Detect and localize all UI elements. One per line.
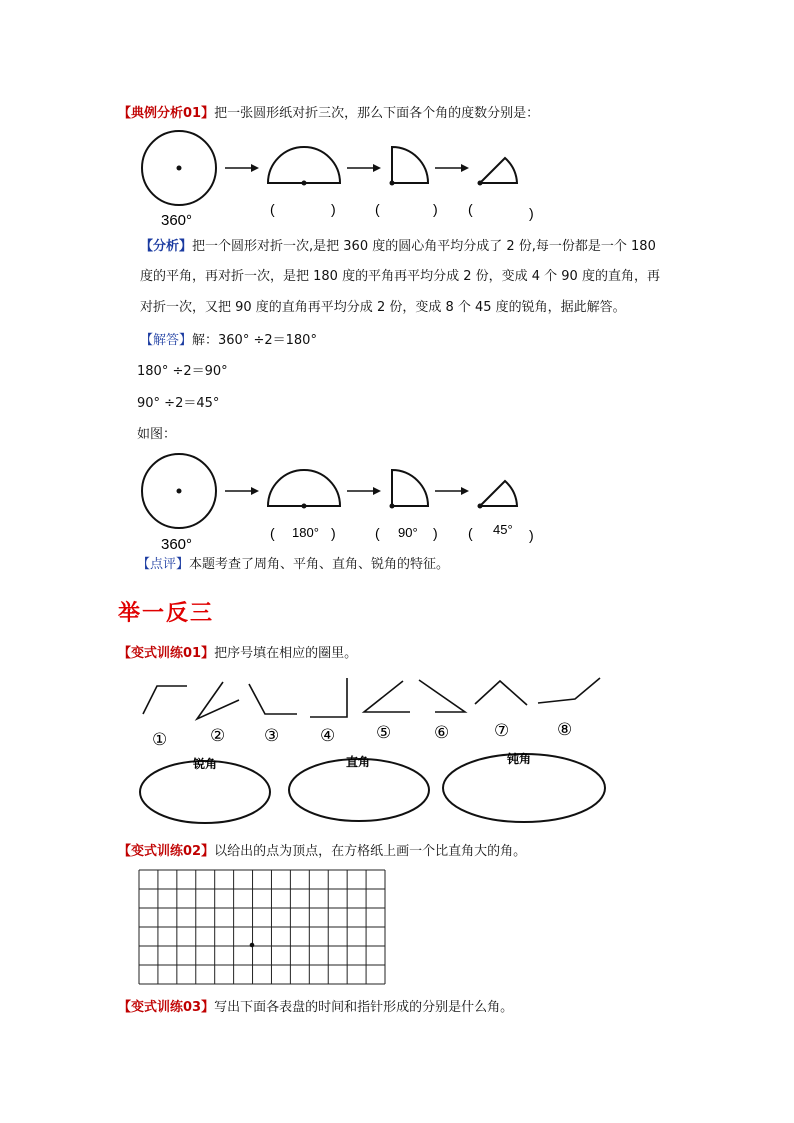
solution-line-2: 180° ÷2＝90° [137, 364, 228, 379]
solution-text-1: 解：360° ÷2＝180° [192, 333, 317, 348]
section-title: 举一反三 [118, 600, 215, 626]
analysis-text-1: 把一个圆形对折一次,是把 360 度的圆心角平均分成了 2 份,每一份都是一个 180 [192, 239, 656, 254]
paren-5-close: ) [433, 525, 438, 541]
eighth-dot-2 [478, 504, 483, 509]
arrow-4-head [251, 487, 259, 495]
number-6: ⑥ [434, 723, 450, 742]
quarter-dot-2 [390, 504, 395, 509]
example-question: 把一张圆形纸对折三次，那么下面各个角的度数分别是： [214, 106, 540, 121]
circle-label: 360° [161, 212, 193, 229]
fold-figure-answered [135, 450, 545, 555]
paren-6-close: ) [529, 527, 534, 543]
train2-text: 以给出的点为顶点，在方格纸上画一个比直角大的角。 [214, 844, 527, 859]
answer-45: 45° [493, 522, 513, 537]
label-obtuse: 钝角 [507, 752, 532, 766]
figure-intro: 如图： [137, 427, 177, 442]
semicircle [268, 147, 340, 183]
analysis-line-1 [140, 238, 656, 256]
label-acute: 锐角 [193, 757, 218, 771]
semicircle-2 [268, 470, 340, 506]
number-4: ④ [320, 726, 336, 745]
quarter-dot [390, 181, 395, 186]
train3-text: 写出下面各表盘的时间和指针形成的分别是什么角。 [214, 1000, 514, 1015]
quarter-circle-2 [392, 470, 428, 506]
label-right: 直角 [346, 755, 371, 769]
example-tag: 【典例分析01】 [118, 106, 215, 121]
number-3: ③ [264, 726, 280, 745]
angle-6 [419, 680, 465, 712]
angle-7 [475, 681, 527, 705]
paren-1-close: ) [331, 201, 336, 217]
train2-heading [118, 843, 526, 861]
angle-4 [310, 678, 347, 717]
paren-1: ( [270, 201, 275, 217]
fold-figure-blank [135, 130, 545, 230]
circle-label-2: 360° [161, 536, 193, 553]
circle-center-dot-2 [177, 489, 182, 494]
paren-4-close: ) [331, 525, 336, 541]
train1-heading [118, 645, 357, 663]
angle-1 [143, 686, 187, 714]
comment-line [137, 556, 449, 574]
train1-tag: 【变式训练01】 [118, 646, 215, 661]
number-1: ① [152, 730, 168, 749]
angles-figure [135, 672, 610, 827]
number-2: ② [210, 726, 226, 745]
solution-line-1 [140, 332, 317, 350]
circle-center-dot [177, 166, 182, 171]
arrow-6-head [461, 487, 469, 495]
train1-text: 把序号填在相应的圈里。 [214, 646, 358, 661]
paren-6: ( [468, 525, 473, 541]
arrow-5-head [373, 487, 381, 495]
paren-3: ( [468, 201, 473, 217]
arrow-1-head [251, 164, 259, 172]
angle-3 [249, 684, 297, 714]
answer-180: 180° [292, 525, 319, 540]
eighth-circle [480, 158, 517, 183]
solution-tag: 【解答】 [140, 333, 193, 348]
angle-2 [197, 682, 239, 719]
quarter-circle [392, 147, 428, 183]
arrow-3-head [461, 164, 469, 172]
analysis-tag: 【分析】 [140, 239, 193, 254]
paren-3-close: ) [529, 205, 534, 221]
semicircle-dot-2 [302, 504, 307, 509]
paren-5: ( [375, 525, 380, 541]
semicircle-dot [302, 181, 307, 186]
comment-text: 本题考查了周角、平角、直角、锐角的特征。 [189, 557, 450, 572]
arrow-2-head [373, 164, 381, 172]
grid-paper[interactable] [138, 869, 386, 985]
number-7: ⑦ [494, 721, 510, 740]
paren-4: ( [270, 525, 275, 541]
angle-8 [538, 678, 600, 703]
analysis-line-3: 对折一次，又把 90 度的直角再平均分成 2 份，变成 8 个 45 度的锐角，据此解答。 [140, 300, 626, 315]
train3-tag: 【变式训练03】 [118, 1000, 215, 1015]
paren-2: ( [375, 201, 380, 217]
solution-line-3: 90° ÷2＝45° [137, 396, 220, 411]
angle-5 [364, 681, 410, 712]
train3-heading [118, 999, 513, 1017]
grid-lines [139, 870, 385, 984]
vertex-dot [250, 943, 255, 948]
eighth-dot [478, 181, 483, 186]
comment-tag: 【点评】 [137, 557, 190, 572]
analysis-line-2: 度的平角，再对折一次，是把 180 度的平角再平均分成 2 份，变成 4 个 90 度的直角，再 [140, 269, 660, 284]
number-8: ⑧ [557, 720, 573, 739]
answer-90: 90° [398, 525, 418, 540]
example-heading [118, 105, 539, 123]
paren-2-close: ) [433, 201, 438, 217]
number-5: ⑤ [376, 723, 392, 742]
train2-tag: 【变式训练02】 [118, 844, 215, 859]
eighth-circle-2 [480, 481, 517, 506]
